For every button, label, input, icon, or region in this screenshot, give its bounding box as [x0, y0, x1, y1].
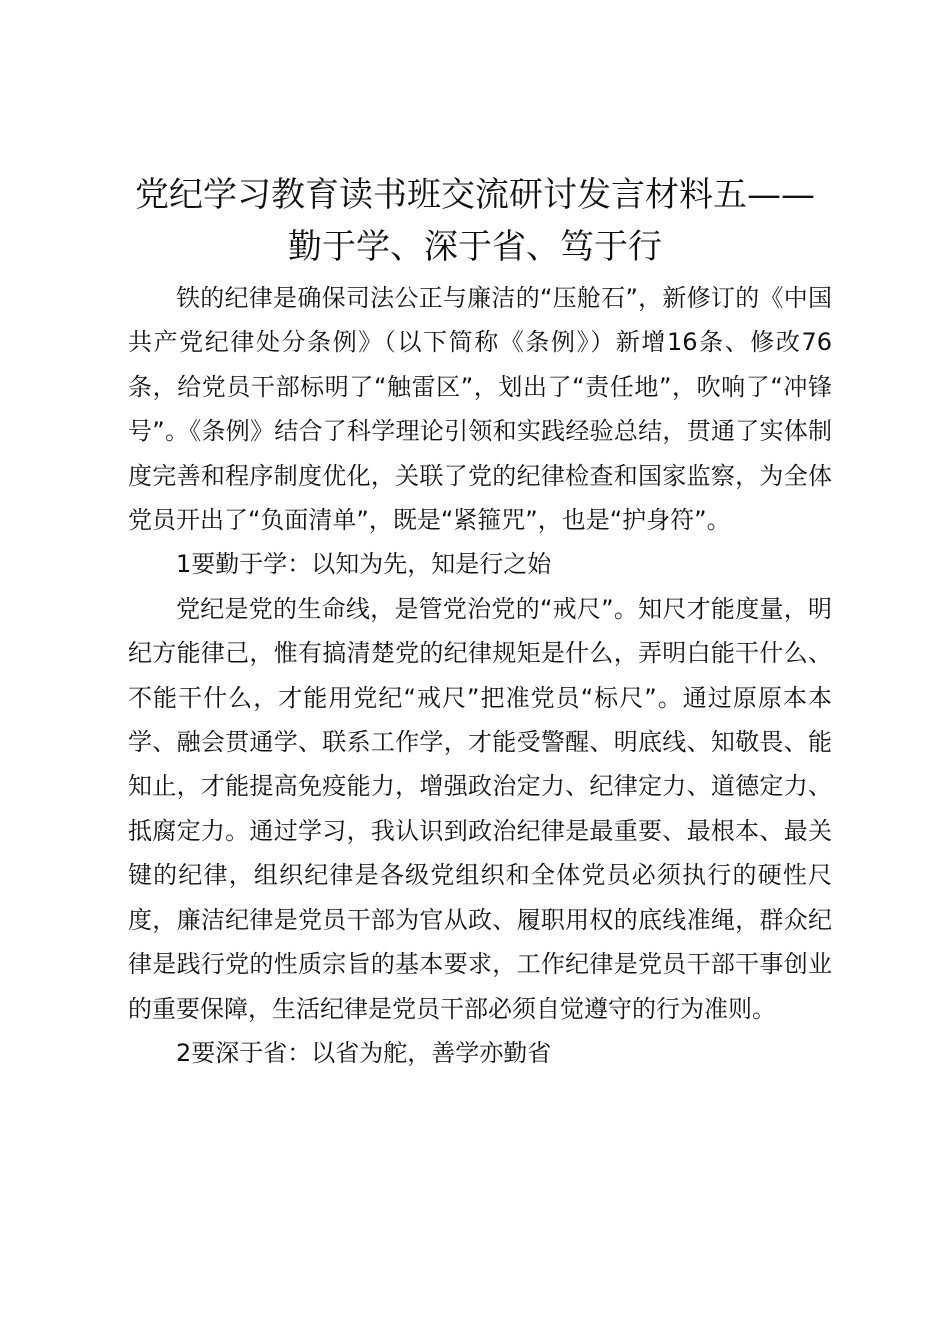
document-title-line-1: 党纪学习教育读书班交流研讨发言材料五——: [135, 175, 815, 215]
section-1-paragraph: 党纪是党的生命线，是管党治党的“戒尺”。知尺才能度量，明纪方能律己，惟有搞清楚党的纪律规矩是什么，弄明白能干什么、不能干什么，才能用党纪“戒尺”把准党员“标尺”。通过原原本本学、融会贯通学、联系工作学，才能受警醒、明底线、知敬畏、能知止，才能提高免疫能力，增强政治定力、纪律定力、道德定力、抵腐定力。通过学习，我认识到政治纪律是最重要、最根本、最关键的纪律，组织纪律是各级党组织和全体党员必须执行的硬性尺度，廉洁纪律是党员干部为官从政、履职用权的底线准绳，群众纪律是践行党的性质宗旨的基本要求，工作纪律是党员干部干事创业的重要保障，生活纪律是党员干部必须自觉遵守的行为准则。: [128, 594, 832, 1023]
document-title-line-2: 勤于学、深于省、笃于行: [288, 227, 662, 267]
section-heading-1: 1要勤于学：以知为先，知是行之始: [176, 550, 552, 579]
intro-paragraph: 铁的纪律是确保司法公正与廉洁的“压舱石”，新修订的《中国共产党纪律处分条例》（以下简称《条例》）新增16条、修改76条，给党员干部标明了“触雷区”，划出了“责任地”，吹响了“冲锋号”。《条例》结合了科学理论引领和实践经验总结，贯通了实体制度完善和程序制度优化，关联了党的纪律检查和国家监察，为全体党员开出了“负面清单”，既是“紧箍咒”，也是“护身符”。: [128, 284, 832, 535]
document-body: [128, 276, 832, 1075]
section-heading-2: 2要深于省：以省为舵，善学亦勤省: [176, 1038, 552, 1067]
